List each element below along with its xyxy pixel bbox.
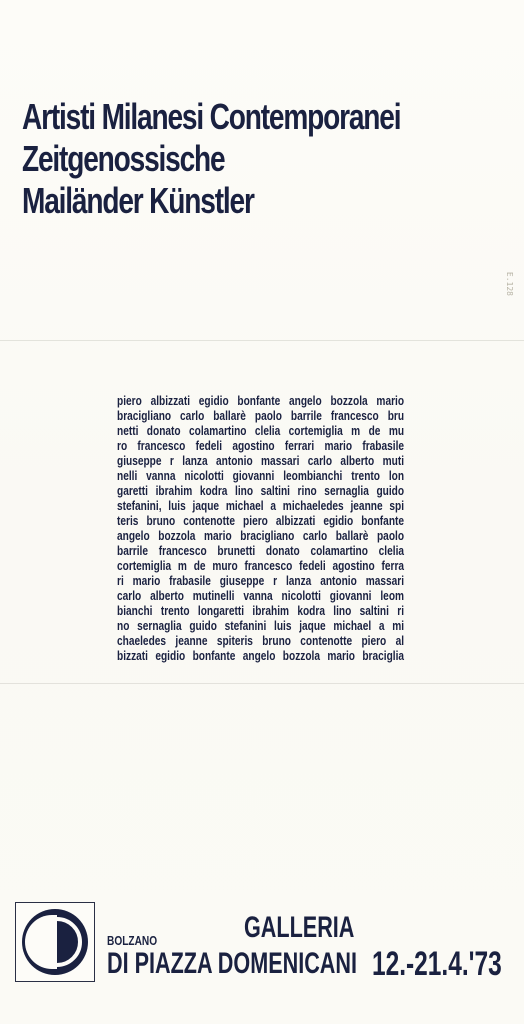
names-line: cortemiglia m de muro francesco fedeli agostino ferra bbox=[117, 558, 405, 573]
fold-line bbox=[0, 340, 524, 341]
gallery-logo-icon bbox=[15, 902, 95, 982]
poster-title bbox=[22, 96, 400, 222]
names-line: bracigliano carlo ballarè paolo barrile francesco bru bbox=[117, 408, 405, 423]
exhibition-dates: 12.-21.4.'73 bbox=[372, 945, 502, 983]
names-line: teris bruno contenotte piero albizzati egidio bonfante bbox=[117, 513, 405, 528]
names-line: no sernaglia guido stefanini luis jaque michael a mi bbox=[117, 618, 405, 633]
archive-mark: E.128 bbox=[505, 271, 514, 296]
fold-line bbox=[0, 683, 524, 684]
names-line: angelo bozzola mario bracigliano carlo ballarè paolo bbox=[117, 528, 405, 543]
names-line: carlo alberto mutinelli vanna nicolotti giovanni leom bbox=[117, 588, 405, 603]
names-line: chaeledes jeanne spiteris bruno contenotte piero al bbox=[117, 633, 405, 648]
names-line: ri mario frabasile giuseppe r lanza antonio massari bbox=[117, 573, 405, 588]
names-line: giuseppe r lanza antonio massari carlo alberto muti bbox=[117, 453, 405, 468]
title-line-2: Zeitgenossische bbox=[22, 138, 225, 179]
names-line: bizzati egidio bonfante angelo bozzola mario braciglia bbox=[117, 648, 405, 663]
names-line: ro francesco fedeli agostino ferrari mario frabasile bbox=[117, 438, 405, 453]
city-label: BOLZANO bbox=[107, 933, 158, 948]
names-line: bianchi trento longaretti ibrahim kodra lino saltini ri bbox=[117, 603, 405, 618]
names-line: barrile francesco brunetti donato colamartino clelia bbox=[117, 543, 405, 558]
names-line: netti donato colamartino clelia cortemiglia m de mu bbox=[117, 423, 405, 438]
gallery-name-line-1: GALLERIA bbox=[244, 911, 355, 944]
artist-names-block bbox=[117, 393, 404, 663]
title-line-3: Mailänder Künstler bbox=[22, 180, 254, 221]
names-line: piero albizzati egidio bonfante angelo bozzola mario bbox=[117, 393, 405, 408]
names-line: garetti ibrahim kodra lino saltini rino sernaglia guido bbox=[117, 483, 405, 498]
title-line-1: Artisti Milanesi Contemporanei bbox=[22, 96, 401, 137]
names-line: nelli vanna nicolotti giovanni leombianchi trento lon bbox=[117, 468, 405, 483]
names-line: stefanini, luis jaque michael a michaeledes jeanne spi bbox=[117, 498, 405, 513]
gallery-name-line-2: DI PIAZZA DOMENICANI bbox=[107, 947, 357, 980]
